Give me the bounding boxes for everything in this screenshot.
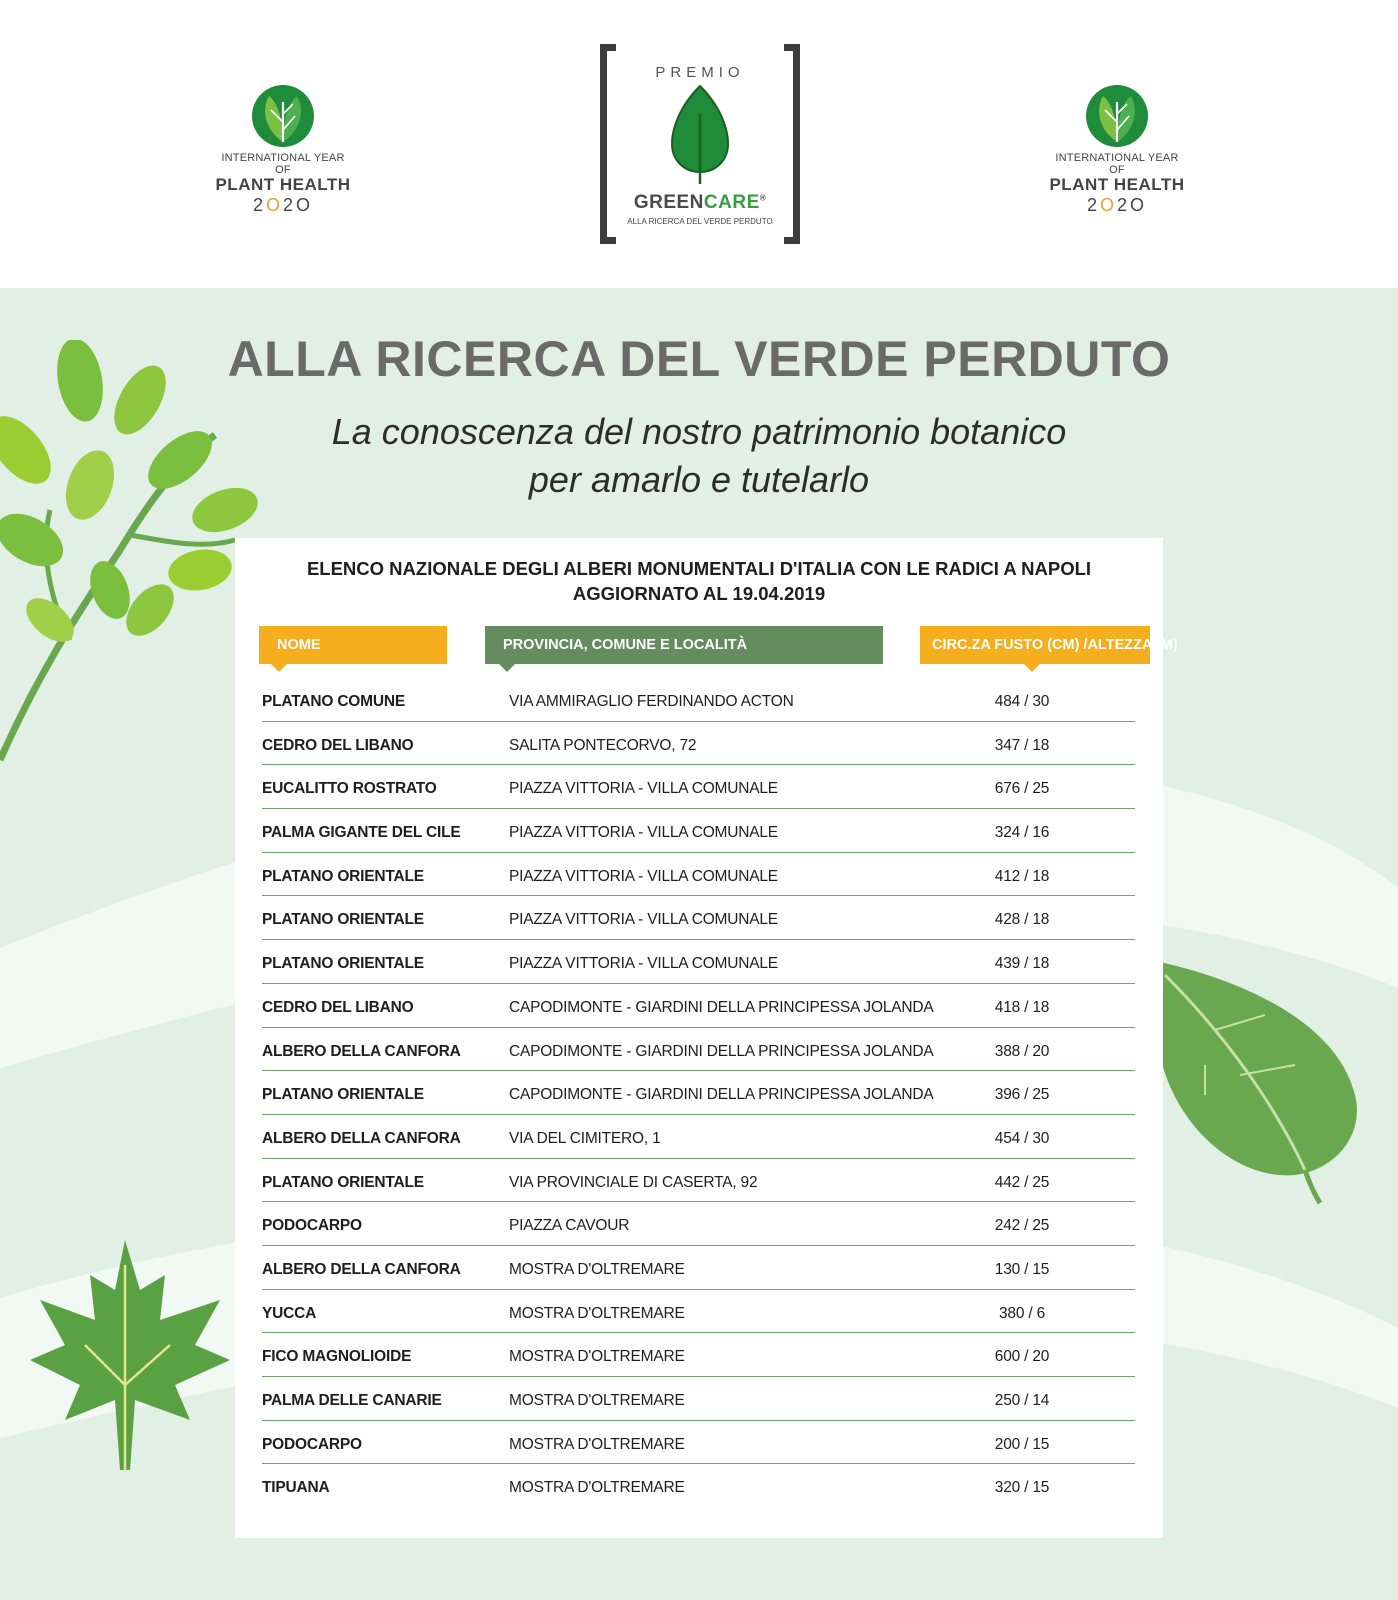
page-subtitle	[0, 408, 1398, 504]
iyph-line1: INTERNATIONAL YEAR OF	[221, 152, 345, 176]
tree-size: 442 / 25	[994, 1173, 1050, 1191]
table-row	[262, 984, 1135, 1028]
greencare-tagline: ALLA RICERCA DEL VERDE PERDUTO	[627, 217, 773, 226]
tree-name: CEDRO DEL LIBANO	[262, 998, 414, 1016]
tree-location: CAPODIMONTE - GIARDINI DELLA PRINCIPESSA JOLANDA	[509, 1042, 934, 1060]
table-row	[262, 1159, 1135, 1203]
header-arrow	[1024, 664, 1040, 672]
tree-size: 320 / 15	[994, 1479, 1050, 1497]
tree-size: 388 / 20	[994, 1042, 1050, 1060]
table-row	[262, 1377, 1135, 1421]
tree-size: 428 / 18	[994, 911, 1050, 929]
tree-location: MOSTRA D'OLTREMARE	[509, 1392, 685, 1409]
table-row	[262, 853, 1135, 897]
premio-label: PREMIO	[655, 64, 745, 81]
tree-location: CAPODIMONTE - GIARDINI DELLA PRINCIPESSA JOLANDA	[509, 1086, 934, 1104]
table-row	[262, 1464, 1135, 1508]
tree-location: MOSTRA D'OLTREMARE	[509, 1304, 685, 1322]
header-arrow	[271, 664, 287, 672]
tree-location: PIAZZA CAVOUR	[509, 1217, 630, 1235]
tree-size: 600 / 20	[994, 1348, 1050, 1366]
tree-name: PODOCARPO	[262, 1435, 362, 1453]
tree-size: 250 / 14	[994, 1392, 1050, 1409]
plant-globe-icon	[1085, 84, 1149, 148]
table-row	[262, 678, 1135, 722]
tree-size: 242 / 25	[994, 1217, 1050, 1235]
tree-location: PIAZZA VITTORIA - VILLA COMUNALE	[509, 824, 778, 842]
table-row	[262, 1290, 1135, 1334]
iyph-logo-left	[213, 84, 353, 216]
tree-size: 454 / 30	[994, 1129, 1050, 1147]
table-row	[262, 896, 1135, 940]
iyph-line2: PLANT HEALTH	[215, 175, 351, 194]
plant-globe-icon	[251, 84, 315, 148]
tree-name: PLATANO ORIENTALE	[262, 955, 424, 973]
table-row	[262, 765, 1135, 809]
tree-location: MOSTRA D'OLTREMARE	[509, 1348, 685, 1366]
table-row	[262, 722, 1135, 766]
table-row	[262, 940, 1135, 984]
tree-location: SALITA PONTECORVO, 72	[509, 736, 697, 754]
table-title	[235, 556, 1163, 606]
tree-location: PIAZZA VITTORIA - VILLA COMUNALE	[509, 911, 778, 929]
page-title: ALLA RICERCA DEL VERDE PERDUTO	[227, 331, 1171, 387]
tree-location: MOSTRA D'OLTREMARE	[509, 1260, 685, 1278]
table-row	[262, 1246, 1135, 1290]
header-location: PROVINCIA, COMUNE E LOCALITÀ	[485, 626, 883, 664]
iyph-line1: INTERNATIONAL YEAR OF	[1055, 152, 1179, 176]
page-header	[0, 0, 1398, 288]
premio-greencare-logo	[600, 44, 800, 248]
tree-size: 676 / 25	[994, 780, 1050, 798]
header-name: NOME	[259, 626, 447, 664]
tree-name: PLATANO ORIENTALE	[262, 1173, 424, 1191]
tree-name: YUCCA	[262, 1304, 317, 1322]
subtitle-line1: La conoscenza del nostro patrimonio botanico	[331, 411, 1067, 452]
tree-size: 439 / 18	[994, 955, 1050, 973]
table-row	[262, 1421, 1135, 1465]
tree-name: TIPUANA	[262, 1479, 330, 1497]
header-arrow	[499, 664, 515, 672]
table-title-line1: ELENCO NAZIONALE DEGLI ALBERI MONUMENTALI D'ITALIA CON LE RADICI A NAPOLI	[306, 558, 1092, 579]
tree-location: VIA AMMIRAGLIO FERDINANDO ACTON	[509, 693, 794, 710]
tree-size: 347 / 18	[994, 736, 1050, 754]
tree-location: VIA PROVINCIALE DI CASERTA, 92	[509, 1173, 758, 1191]
tree-name: ALBERO DELLA CANFORA	[262, 1260, 461, 1278]
maple-leaf-icon	[25, 1235, 235, 1475]
tree-location: VIA DEL CIMITERO, 1	[509, 1129, 661, 1147]
greencare-brand: GREENCARE®	[633, 192, 767, 213]
tree-name: PLATANO COMUNE	[262, 693, 406, 710]
tree-name: CEDRO DEL LIBANO	[262, 736, 414, 754]
tree-name: FICO MAGNOLIOIDE	[262, 1348, 412, 1366]
tree-name: ALBERO DELLA CANFORA	[262, 1129, 461, 1147]
tree-size: 396 / 25	[994, 1086, 1050, 1104]
table-row	[262, 1071, 1135, 1115]
tree-size: 324 / 16	[994, 824, 1050, 842]
tree-name: PODOCARPO	[262, 1217, 362, 1235]
table-row	[262, 1028, 1135, 1072]
table-row	[262, 1202, 1135, 1246]
iyph-line2: PLANT HEALTH	[1049, 175, 1185, 194]
tree-size: 200 / 15	[994, 1435, 1050, 1453]
tree-location: CAPODIMONTE - GIARDINI DELLA PRINCIPESSA JOLANDA	[509, 998, 934, 1016]
tree-location: MOSTRA D'OLTREMARE	[509, 1479, 685, 1497]
greencare-leaf-icon	[670, 84, 730, 184]
tree-location: PIAZZA VITTORIA - VILLA COMUNALE	[509, 867, 778, 885]
tree-name: PLATANO ORIENTALE	[262, 1086, 424, 1104]
tree-location: PIAZZA VITTORIA - VILLA COMUNALE	[509, 955, 778, 973]
tree-name: EUCALITTO ROSTRATO	[262, 780, 437, 798]
tree-location: MOSTRA D'OLTREMARE	[509, 1435, 685, 1453]
large-leaf-icon	[1145, 955, 1365, 1205]
tree-name: PLATANO ORIENTALE	[262, 867, 424, 885]
iyph-year: 2O2O	[1086, 195, 1148, 215]
iyph-logo-right	[1047, 84, 1187, 216]
tree-size: 130 / 15	[994, 1260, 1050, 1278]
trees-table-card	[235, 538, 1178, 1538]
table-row	[262, 1333, 1135, 1377]
tree-location: PIAZZA VITTORIA - VILLA COMUNALE	[509, 780, 778, 798]
tree-name: PLATANO ORIENTALE	[262, 911, 424, 929]
table-row	[262, 809, 1135, 853]
branch-leaves-icon	[0, 340, 270, 780]
tree-size: 412 / 18	[994, 867, 1050, 885]
tree-name: PALMA DELLE CANARIE	[262, 1392, 442, 1409]
header-size: CIRC.ZA FUSTO (CM) /ALTEZZA (M)	[920, 626, 1150, 664]
tree-size: 418 / 18	[994, 998, 1050, 1016]
subtitle-line2: per amarlo e tutelarlo	[528, 459, 870, 500]
tree-size: 484 / 30	[994, 693, 1050, 710]
table-row	[262, 1115, 1135, 1159]
tree-name: ALBERO DELLA CANFORA	[262, 1042, 461, 1060]
table-title-line2: AGGIORNATO AL 19.04.2019	[572, 583, 826, 604]
tree-size: 380 / 6	[998, 1304, 1045, 1322]
tree-name: PALMA GIGANTE DEL CILE	[262, 824, 461, 842]
iyph-year: 2O2O	[252, 195, 314, 215]
table-body	[262, 678, 1135, 1508]
